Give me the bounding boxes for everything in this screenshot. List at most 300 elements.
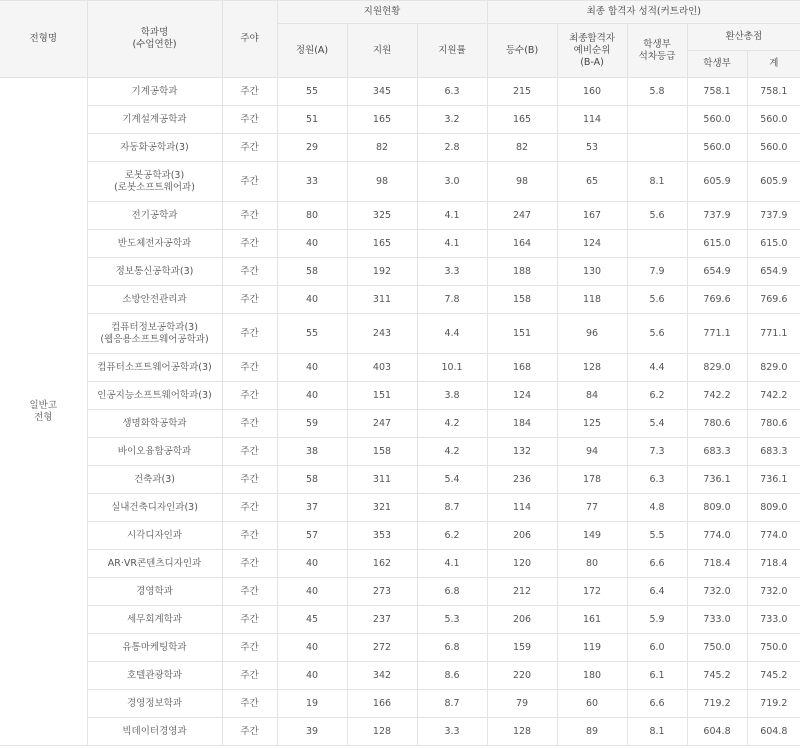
total-text: 758.1 — [760, 85, 788, 97]
quota-cell — [277, 134, 347, 162]
daynight-text: 주간 — [240, 557, 259, 569]
rank-text: 159 — [512, 641, 532, 653]
school-record-text: 719.2 — [703, 697, 731, 709]
school-record-text: 774.0 — [703, 529, 731, 541]
rank-text: 188 — [512, 265, 532, 277]
school-record-text: 737.9 — [703, 209, 731, 221]
dept-name-cell — [87, 634, 222, 662]
total-cell — [747, 438, 800, 466]
daynight-text: 주간 — [240, 669, 259, 681]
table-row — [0, 690, 800, 718]
daynight-text: 주간 — [240, 361, 259, 373]
school-grade-cell — [627, 690, 687, 718]
applicants-cell — [347, 162, 417, 202]
school-record-cell — [687, 286, 747, 314]
quota-text: 29 — [305, 141, 319, 153]
rank-cell — [487, 106, 557, 134]
ratio-text: 4.1 — [444, 557, 460, 569]
school-record-cell — [687, 606, 747, 634]
quota-cell — [277, 258, 347, 286]
reserve-cell — [557, 718, 627, 746]
school-grade-cell — [627, 550, 687, 578]
daynight-cell — [222, 162, 277, 202]
total-cell — [747, 634, 800, 662]
rank-text: 165 — [512, 113, 532, 125]
quota-text: 55 — [305, 85, 319, 97]
total-text: 718.4 — [760, 557, 788, 569]
total-cell — [747, 550, 800, 578]
table-row — [0, 134, 800, 162]
quota-cell — [277, 494, 347, 522]
table-row — [0, 202, 800, 230]
reserve-cell — [557, 286, 627, 314]
header-dept: 학과명 (수업연한) — [87, 1, 222, 78]
school-grade-cell — [627, 438, 687, 466]
daynight-text: 주간 — [240, 237, 259, 249]
reserve-cell — [557, 690, 627, 718]
school-grade-text: 6.1 — [649, 669, 665, 681]
school-grade-cell — [627, 578, 687, 606]
quota-text: 45 — [305, 613, 319, 625]
table-row — [0, 466, 800, 494]
school-record-cell — [687, 106, 747, 134]
quota-cell — [277, 106, 347, 134]
ratio-text: 6.8 — [444, 641, 460, 653]
reserve-text: 180 — [582, 669, 602, 681]
school-record-cell — [687, 134, 747, 162]
dept-name-cell — [87, 522, 222, 550]
quota-text: 51 — [305, 113, 319, 125]
dept-name-cell — [87, 438, 222, 466]
total-cell — [747, 662, 800, 690]
total-cell — [747, 258, 800, 286]
ratio-text: 4.2 — [444, 445, 460, 457]
applicants-cell — [347, 690, 417, 718]
total-text: 604.8 — [760, 725, 788, 737]
ratio-text: 8.6 — [444, 669, 460, 681]
school-grade-text: 5.5 — [649, 529, 665, 541]
reserve-text: 161 — [582, 613, 602, 625]
dept-name-text: 정보통신공학과(3) — [115, 265, 194, 277]
header-converted: 환산총점 — [687, 24, 800, 51]
reserve-cell — [557, 106, 627, 134]
rank-cell — [487, 314, 557, 354]
rank-cell — [487, 410, 557, 438]
dept-name-cell — [87, 314, 222, 354]
daynight-cell — [222, 78, 277, 106]
rank-text: 184 — [512, 417, 532, 429]
reserve-text: 128 — [582, 361, 602, 373]
school-grade-text: 7.9 — [649, 265, 665, 277]
total-cell — [747, 606, 800, 634]
quota-cell — [277, 662, 347, 690]
school-grade-cell — [627, 634, 687, 662]
table-row — [0, 718, 800, 746]
rank-text: 114 — [512, 501, 532, 513]
quota-cell — [277, 382, 347, 410]
dept-name-cell — [87, 78, 222, 106]
total-text: 769.6 — [760, 293, 788, 305]
school-record-cell — [687, 690, 747, 718]
daynight-text: 주간 — [240, 641, 259, 653]
school-record-cell — [687, 550, 747, 578]
ratio-text: 4.1 — [444, 237, 460, 249]
ratio-cell — [417, 202, 487, 230]
reserve-cell — [557, 258, 627, 286]
quota-text: 80 — [305, 209, 319, 221]
ratio-text: 8.7 — [444, 501, 460, 513]
school-grade-cell — [627, 494, 687, 522]
total-text: 829.0 — [760, 361, 788, 373]
school-grade-text: 7.3 — [649, 445, 665, 457]
applicants-text: 192 — [372, 265, 392, 277]
ratio-text: 3.8 — [444, 389, 460, 401]
daynight-cell — [222, 606, 277, 634]
daynight-cell — [222, 550, 277, 578]
ratio-cell — [417, 286, 487, 314]
daynight-cell — [222, 410, 277, 438]
school-grade-text: 5.6 — [649, 293, 665, 305]
applicants-text: 158 — [372, 445, 392, 457]
dept-name-text: 건축과(3) — [134, 473, 175, 485]
school-grade-cell — [627, 202, 687, 230]
daynight-cell — [222, 466, 277, 494]
dept-name-cell — [87, 718, 222, 746]
total-text: 742.2 — [760, 389, 788, 401]
daynight-cell — [222, 662, 277, 690]
school-record-text: 736.1 — [703, 473, 731, 485]
ratio-cell — [417, 606, 487, 634]
daynight-text: 주간 — [240, 445, 259, 457]
rank-text: 158 — [512, 293, 532, 305]
applicants-text: 151 — [372, 389, 392, 401]
daynight-text: 주간 — [240, 141, 259, 153]
dept-name-text: 경영정보학과 — [126, 697, 183, 709]
school-record-cell — [687, 78, 747, 106]
header-type: 전형명 — [0, 1, 87, 78]
dept-name-text: 소방안전관리과 — [122, 293, 187, 305]
daynight-cell — [222, 258, 277, 286]
total-cell — [747, 78, 800, 106]
quota-cell — [277, 286, 347, 314]
school-grade-cell — [627, 286, 687, 314]
ratio-cell — [417, 258, 487, 286]
reserve-text: 60 — [585, 697, 599, 709]
quota-text: 40 — [305, 237, 319, 249]
ratio-cell — [417, 78, 487, 106]
total-text: 774.0 — [760, 529, 788, 541]
applicants-cell — [347, 718, 417, 746]
reserve-cell — [557, 466, 627, 494]
quota-cell — [277, 634, 347, 662]
daynight-text: 주간 — [240, 265, 259, 277]
reserve-text: 178 — [582, 473, 602, 485]
reserve-cell — [557, 634, 627, 662]
total-text: 654.9 — [760, 265, 788, 277]
school-record-text: 683.3 — [703, 445, 731, 457]
school-grade-cell — [627, 522, 687, 550]
header-school-grade: 학생부 석차등급 — [627, 24, 687, 78]
school-record-cell — [687, 162, 747, 202]
quota-text: 33 — [305, 175, 319, 187]
quota-text: 40 — [305, 389, 319, 401]
total-cell — [747, 466, 800, 494]
rank-text: 79 — [515, 697, 529, 709]
total-cell — [747, 162, 800, 202]
daynight-cell — [222, 690, 277, 718]
rank-cell — [487, 662, 557, 690]
applicants-cell — [347, 354, 417, 382]
dept-name-text: 컴퓨터소프트웨어공학과(3) — [97, 361, 212, 373]
applicants-cell — [347, 314, 417, 354]
applicants-text: 353 — [372, 529, 392, 541]
school-record-text: 809.0 — [703, 501, 731, 513]
applicants-cell — [347, 466, 417, 494]
school-grade-text: 5.4 — [649, 417, 665, 429]
quota-text: 58 — [305, 265, 319, 277]
quota-text: 40 — [305, 557, 319, 569]
applicants-text: 311 — [372, 293, 392, 305]
daynight-cell — [222, 230, 277, 258]
ratio-text: 4.2 — [444, 417, 460, 429]
total-text: 605.9 — [760, 175, 788, 187]
rank-cell — [487, 718, 557, 746]
dept-name-text: 바이오융합공학과 — [117, 445, 192, 457]
rank-cell — [487, 134, 557, 162]
dept-name-text: 자동화공학과(3) — [120, 141, 189, 153]
school-grade-text: 6.0 — [649, 641, 665, 653]
school-record-text: 604.8 — [703, 725, 731, 737]
school-record-cell — [687, 202, 747, 230]
ratio-text: 2.8 — [444, 141, 460, 153]
applicants-cell — [347, 438, 417, 466]
dept-name-text: 기계공학과 — [131, 85, 178, 97]
quota-text: 59 — [305, 417, 319, 429]
quota-cell — [277, 162, 347, 202]
school-grade-cell — [627, 230, 687, 258]
ratio-cell — [417, 354, 487, 382]
dept-name-cell — [87, 494, 222, 522]
quota-cell — [277, 690, 347, 718]
school-grade-cell — [627, 410, 687, 438]
school-record-cell — [687, 494, 747, 522]
applicants-cell — [347, 634, 417, 662]
daynight-text: 주간 — [240, 417, 259, 429]
school-record-text: 742.2 — [703, 389, 731, 401]
daynight-cell — [222, 382, 277, 410]
applicants-cell — [347, 134, 417, 162]
ratio-cell — [417, 382, 487, 410]
reserve-text: 96 — [585, 327, 599, 339]
reserve-text: 89 — [585, 725, 599, 737]
dept-name-cell — [87, 258, 222, 286]
reserve-text: 149 — [582, 529, 602, 541]
applicants-cell — [347, 78, 417, 106]
dept-name-cell — [87, 410, 222, 438]
ratio-text: 3.0 — [444, 175, 460, 187]
school-record-text: 771.1 — [703, 327, 731, 339]
dept-name-text: 시각디자인과 — [126, 529, 183, 541]
total-text: 560.0 — [760, 141, 788, 153]
school-record-text: 758.1 — [703, 85, 731, 97]
applicants-cell — [347, 494, 417, 522]
school-grade-cell — [627, 718, 687, 746]
reserve-cell — [557, 662, 627, 690]
school-grade-text: 5.6 — [649, 327, 665, 339]
total-cell — [747, 354, 800, 382]
ratio-cell — [417, 438, 487, 466]
applicants-text: 325 — [372, 209, 392, 221]
reserve-text: 94 — [585, 445, 599, 457]
applicants-text: 273 — [372, 585, 392, 597]
dept-name-cell — [87, 202, 222, 230]
reserve-text: 119 — [582, 641, 602, 653]
school-grade-cell — [627, 354, 687, 382]
school-grade-cell — [627, 466, 687, 494]
rank-text: 168 — [512, 361, 532, 373]
school-record-text: 654.9 — [703, 265, 731, 277]
daynight-cell — [222, 634, 277, 662]
school-record-text: 605.9 — [703, 175, 731, 187]
total-text: 809.0 — [760, 501, 788, 513]
rank-text: 151 — [512, 327, 532, 339]
reserve-cell — [557, 438, 627, 466]
rank-text: 98 — [515, 175, 529, 187]
dept-name-cell — [87, 662, 222, 690]
quota-text: 40 — [305, 361, 319, 373]
ratio-cell — [417, 690, 487, 718]
reserve-cell — [557, 314, 627, 354]
quota-text: 39 — [305, 725, 319, 737]
applicants-cell — [347, 410, 417, 438]
school-grade-cell — [627, 382, 687, 410]
school-record-text: 745.2 — [703, 669, 731, 681]
quota-text: 40 — [305, 585, 319, 597]
total-text: 736.1 — [760, 473, 788, 485]
daynight-cell — [222, 314, 277, 354]
ratio-text: 4.1 — [444, 209, 460, 221]
ratio-cell — [417, 466, 487, 494]
daynight-cell — [222, 522, 277, 550]
school-record-text: 560.0 — [703, 113, 731, 125]
total-text: 737.9 — [760, 209, 788, 221]
table-row — [0, 382, 800, 410]
ratio-cell — [417, 134, 487, 162]
total-cell — [747, 134, 800, 162]
reserve-text: 125 — [582, 417, 602, 429]
table-row — [0, 606, 800, 634]
ratio-cell — [417, 162, 487, 202]
rank-cell — [487, 230, 557, 258]
applicants-cell — [347, 550, 417, 578]
ratio-cell — [417, 522, 487, 550]
dept-name-text: 기계설계공학과 — [122, 113, 187, 125]
school-record-text: 769.6 — [703, 293, 731, 305]
school-record-cell — [687, 230, 747, 258]
table-row — [0, 494, 800, 522]
daynight-cell — [222, 494, 277, 522]
applicants-text: 128 — [372, 725, 392, 737]
daynight-text: 주간 — [240, 113, 259, 125]
school-grade-cell — [627, 314, 687, 354]
school-record-cell — [687, 578, 747, 606]
ratio-text: 5.3 — [444, 613, 460, 625]
total-text: 780.6 — [760, 417, 788, 429]
dept-name-text: 로봇공학과(3) (로봇소프트웨어과) — [114, 169, 195, 193]
quota-cell — [277, 202, 347, 230]
ratio-text: 7.8 — [444, 293, 460, 305]
rank-cell — [487, 162, 557, 202]
reserve-cell — [557, 522, 627, 550]
applicants-cell — [347, 202, 417, 230]
rank-cell — [487, 634, 557, 662]
daynight-text: 주간 — [240, 697, 259, 709]
header-daynight: 주야 — [222, 1, 277, 78]
quota-text: 40 — [305, 669, 319, 681]
school-record-text: 560.0 — [703, 141, 731, 153]
rank-cell — [487, 258, 557, 286]
dept-name-text: 반도체전자공학과 — [117, 237, 192, 249]
ratio-text: 6.2 — [444, 529, 460, 541]
ratio-text: 6.3 — [444, 85, 460, 97]
quota-cell — [277, 230, 347, 258]
table-row — [0, 634, 800, 662]
reserve-cell — [557, 606, 627, 634]
header-final-grade: 최종 합격자 성적(커트라인) — [487, 1, 800, 24]
school-record-cell — [687, 718, 747, 746]
total-text: 771.1 — [760, 327, 788, 339]
total-cell — [747, 494, 800, 522]
school-grade-text: 6.4 — [649, 585, 665, 597]
quota-text: 40 — [305, 293, 319, 305]
table-row — [0, 314, 800, 354]
school-grade-cell — [627, 106, 687, 134]
reserve-cell — [557, 162, 627, 202]
rank-cell — [487, 578, 557, 606]
dept-name-cell — [87, 690, 222, 718]
applicants-cell — [347, 230, 417, 258]
reserve-cell — [557, 354, 627, 382]
total-text: 750.0 — [760, 641, 788, 653]
school-record-cell — [687, 662, 747, 690]
total-cell — [747, 410, 800, 438]
header-apply-status: 지원현황 — [277, 1, 487, 24]
school-grade-text: 4.8 — [649, 501, 665, 513]
quota-cell — [277, 606, 347, 634]
school-grade-text: 6.6 — [649, 697, 665, 709]
school-grade-text: 4.4 — [649, 361, 665, 373]
reserve-text: 124 — [582, 237, 602, 249]
dept-name-text: 인공지능소프트웨어학과(3) — [97, 389, 212, 401]
rank-cell — [487, 354, 557, 382]
daynight-cell — [222, 578, 277, 606]
table-row — [0, 438, 800, 466]
quota-cell — [277, 438, 347, 466]
table-row — [0, 410, 800, 438]
school-grade-cell — [627, 134, 687, 162]
total-text: 719.2 — [760, 697, 788, 709]
ratio-text: 8.7 — [444, 697, 460, 709]
admission-type-cell — [0, 78, 87, 746]
quota-text: 57 — [305, 529, 319, 541]
quota-text: 38 — [305, 445, 319, 457]
school-grade-text: 5.6 — [649, 209, 665, 221]
quota-cell — [277, 354, 347, 382]
total-cell — [747, 106, 800, 134]
daynight-cell — [222, 286, 277, 314]
rank-text: 206 — [512, 529, 532, 541]
rank-cell — [487, 466, 557, 494]
